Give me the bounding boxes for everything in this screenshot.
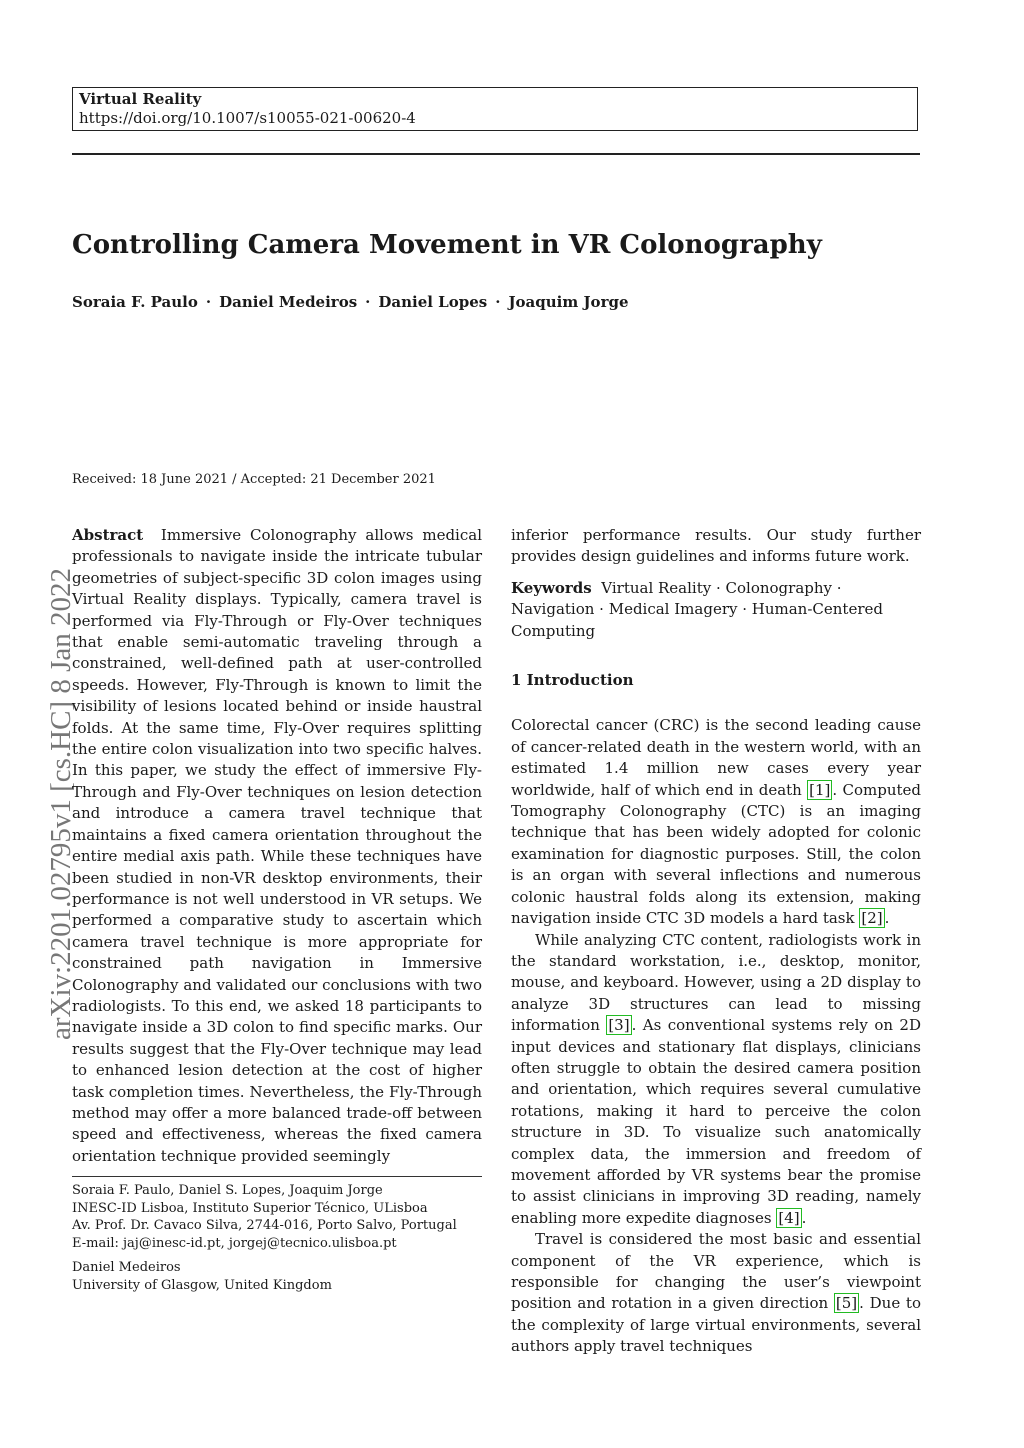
text-run: . Computed Tomography Colonography (CTC) is an imaging technique that has been widely adopted for colonic examination for diagnostic purposes. Still, the colon is an organ with several inflections and numerous colonic haustral folds along its extension, making navigation inside CTC 3D models a hard task [511, 780, 921, 928]
footnote-line: INESC-ID Lisboa, Instituto Superior Técnico, ULisboa [72, 1200, 428, 1216]
footnote-line: University of Glasgow, United Kingdom [72, 1277, 332, 1293]
author-name: Daniel Medeiros [219, 293, 358, 311]
abstract-text: Immersive Colonography allows medical professionals to navigate inside the intricate tubular geometries of subject-specific 3D colon images using Virtual Reality displays. Typically, camera travel is performed via Fly-Through or Fly-Over techniques that enable semi-automatic traveling through a constrained, well-defined path at user-controlled speeds. However, Fly-Through is known to limit the visibility of lesions located behind or inside haustral folds. At the same time, Fly-Over requires splitting the entire colon visualization into two specific halves. In this paper, we study the effect of immersive Fly-Through and Fly-Over techniques on lesion detection and introduce a camera travel technique that maintains a fixed camera orientation throughout the entire medial axis path. While these techniques have been studied in non-VR desktop environments, their performance is not well understood in VR setups. We performed a comparative study to ascertain which camera travel technique is more appropriate for constrained path navigation in Immersive Colonography and validated our conclusions with two radiologists. To this end, we asked 18 participants to navigate inside a 3D colon to find specific marks. Our results suggest that the Fly-Over technique may lead to enhanced lesion detection at the cost of higher task completion times. Nevertheless, the Fly-Through method may offer a more balanced trade-off between speed and effectiveness, whereas the fixed camera orientation technique provided seemingly [72, 526, 482, 1165]
affiliation-footnote-1 [72, 1182, 482, 1252]
text-run: Colorectal cancer (CRC) is the second leading cause of cancer-related death in the western world, with an estimated 1.4 million new cases every year worldwide, half of which end in death [511, 716, 921, 799]
journal-name: Virtual Reality [79, 90, 202, 108]
footnote-rule [72, 1176, 482, 1177]
paper-title: Controlling Camera Movement in VR Colonography [72, 230, 822, 260]
text-run: . [884, 909, 890, 928]
abstract [72, 525, 482, 1167]
author-separator: · [495, 293, 501, 311]
intro-paragraph-1 [511, 715, 921, 929]
footnote-line: Daniel Medeiros [72, 1260, 181, 1275]
arxiv-watermark: arXiv:2201.02795v1 [cs.HC] 8 Jan 2022 [45, 567, 77, 1040]
text-run: Travel is considered the most basic and essential component of the VR experience, which is responsible for changing the user’s viewpoint position and rotation in a given direction [511, 1230, 921, 1313]
author-list [72, 293, 629, 311]
section-heading-introduction: 1 Introduction [511, 671, 634, 690]
author-separator: · [365, 293, 371, 311]
keywords [511, 578, 921, 642]
text-run: . As conventional systems rely on 2D input devices and stationary flat displays, clinicians often struggle to obtain the desired camera position and orientation, which requires several cumulative rotations, making it hard to perceive the colon structure in 3D. To visualize such anatomically complex data, the immersion and freedom of movement afforded by VR systems bear the promise to assist clinicians in improving 3D reading, namely enabling more expedite diagnoses [511, 1016, 921, 1227]
footnote-line: Av. Prof. Dr. Cavaco Silva, 2744-016, Porto Salvo, Portugal [72, 1218, 457, 1233]
citation-link[interactable]: [5] [835, 1294, 858, 1313]
author-separator: · [205, 293, 212, 311]
citation-link[interactable]: [1] [809, 780, 831, 799]
abstract-continuation: inferior performance results. Our study further provides design guidelines and informs future work. [511, 526, 921, 566]
citation-link[interactable]: [3] [608, 1016, 630, 1035]
footnote-line: Soraia F. Paulo, Daniel S. Lopes, Joaquim Jorge [72, 1183, 383, 1198]
intro-paragraph-2 [511, 930, 921, 1230]
text-run: . [801, 1208, 807, 1227]
author-name: Daniel Lopes [378, 293, 488, 311]
intro-paragraph-3 [511, 1229, 921, 1357]
text-run: . Due to the complexity of large virtual environments, several authors apply travel techniques [511, 1294, 921, 1356]
author-name: Soraia F. Paulo [72, 293, 198, 311]
keywords-label: Keywords [511, 578, 592, 597]
text-run: While analyzing CTC content, radiologists work in the standard workstation, i.e., desktop, monitor, mouse, and keyboard. However, using a 2D display to analyze 3D structures can lead to missing information [511, 930, 921, 1035]
citation-link[interactable]: [4] [778, 1208, 800, 1227]
left-column [72, 525, 482, 1167]
citation-link[interactable]: [2] [861, 909, 883, 928]
footnote-line: E-mail: jaj@inesc-id.pt, jorgej@tecnico.ulisboa.pt [72, 1235, 397, 1251]
author-name: Joaquim Jorge [508, 293, 629, 311]
doi-link[interactable]: https://doi.org/10.1007/s10055-021-00620-4 [79, 109, 416, 127]
header-rule [72, 153, 920, 155]
journal-header-box [72, 87, 918, 131]
abstract-label: Abstract [72, 526, 144, 544]
keywords-text: Virtual Reality · Colonography · Navigation · Medical Imagery · Human-Centered Computing [511, 578, 883, 640]
affiliation-footnote-2 [72, 1259, 482, 1294]
received-accepted-dates: Received: 18 June 2021 / Accepted: 21 December 2021 [72, 472, 436, 487]
right-column [511, 525, 921, 1358]
